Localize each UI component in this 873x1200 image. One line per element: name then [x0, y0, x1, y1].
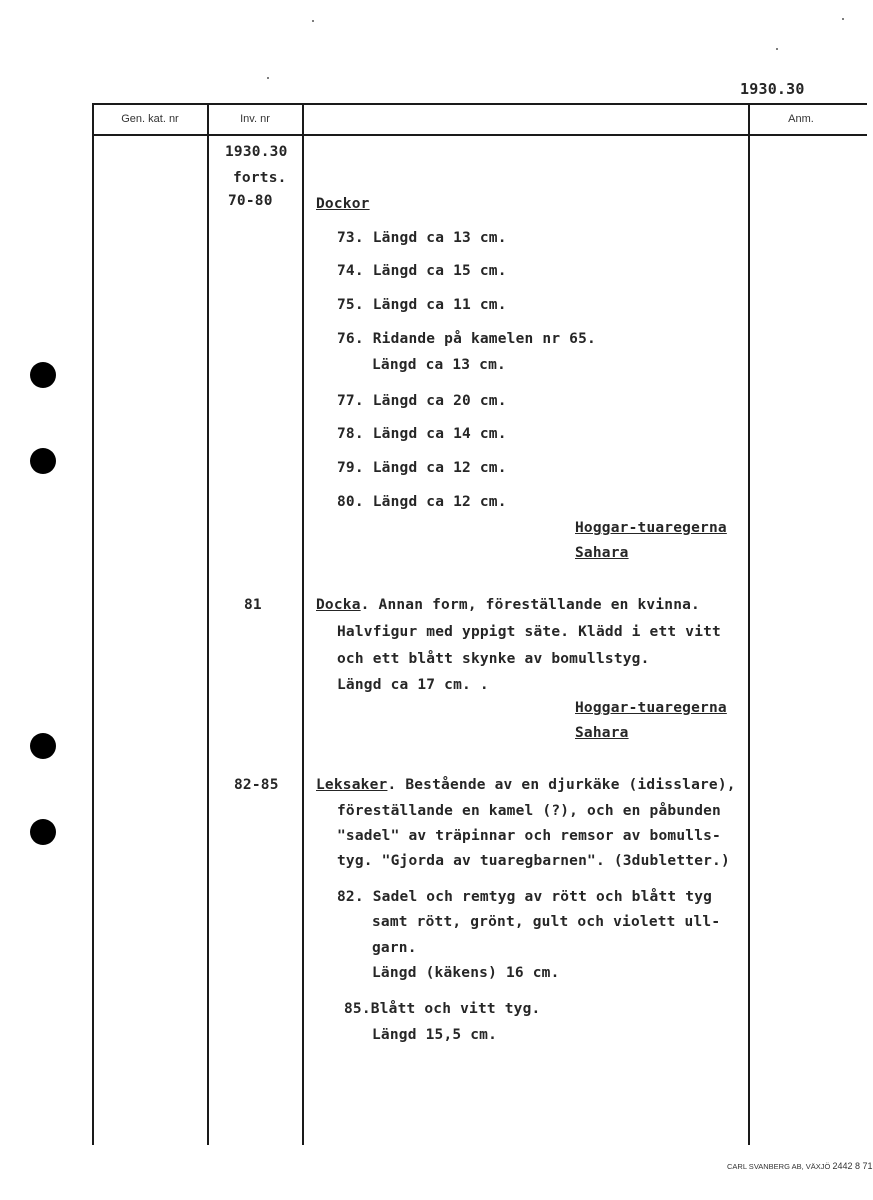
inv-number: 70-80	[228, 193, 273, 209]
leksaker-line: "sadel" av träpinnar och remsor av bomulls-	[337, 828, 721, 844]
heading-dockor: Dockor	[316, 196, 370, 212]
page-number: 1930.30	[740, 80, 805, 98]
inv-number: forts.	[233, 170, 287, 186]
header-inv-nr: Inv. nr	[240, 113, 270, 125]
origin-people: Hoggar-tuaregerna	[575, 700, 727, 716]
item-line: 79. Längd ca 12 cm.	[337, 460, 507, 476]
col-divider-3	[748, 103, 750, 1145]
printer-name: CARL SVANBERG AB, VÄXJÖ	[727, 1162, 831, 1171]
item-line: 78. Längd ca 14 cm.	[337, 426, 507, 442]
punch-hole	[30, 733, 56, 759]
header-gen-kat: Gen. kat. nr	[121, 113, 179, 125]
leksaker-line: föreställande en kamel (?), och en påbunden	[337, 803, 721, 819]
leksaker-first-line	[316, 777, 736, 793]
docka-line: Längd ca 17 cm. .	[337, 677, 489, 693]
sub-item-line: 82. Sadel och remtyg av rött och blått tyg	[337, 889, 713, 905]
item-line: Längd ca 13 cm.	[372, 357, 506, 373]
item-line: 74. Längd ca 15 cm.	[337, 263, 507, 279]
origin-place: Sahara	[575, 545, 629, 561]
item-line: 76. Ridande på kamelen nr 65.	[337, 331, 596, 347]
speck	[312, 20, 314, 22]
leksaker-line: tyg. "Gjorda av tuaregbarnen". (3dubletter.)	[337, 853, 730, 869]
item-line: 80. Längd ca 12 cm.	[337, 494, 507, 510]
docka-line: Halvfigur med yppigt säte. Klädd i ett vitt	[337, 624, 721, 640]
origin-place: Sahara	[575, 725, 629, 741]
inv-number: 1930.30	[225, 144, 288, 160]
heading-docka: Docka	[316, 597, 361, 613]
printer-footer	[727, 1161, 873, 1171]
sub-item-line: 85.Blått och vitt tyg.	[344, 1001, 541, 1017]
sub-item-line: samt rött, grönt, gult och violett ull-	[372, 914, 721, 930]
punch-hole	[30, 448, 56, 474]
sub-item-line: garn.	[372, 940, 417, 956]
speck	[776, 48, 778, 50]
docka-first-line	[316, 597, 700, 613]
item-line: 77. Längd ca 20 cm.	[337, 393, 507, 409]
docka-line: . Annan form, föreställande en kvinna.	[360, 597, 700, 613]
origin-people: Hoggar-tuaregerna	[575, 520, 727, 536]
header-anm: Anm.	[788, 113, 814, 125]
item-line: 73. Längd ca 13 cm.	[337, 230, 507, 246]
sub-item-line: Längd 15,5 cm.	[372, 1027, 498, 1043]
left-border	[92, 103, 94, 1145]
punch-hole	[30, 362, 56, 388]
punch-hole	[30, 819, 56, 845]
speck	[842, 18, 844, 20]
col-divider-2	[302, 103, 304, 1145]
inv-number: 82-85	[234, 777, 279, 793]
speck	[267, 77, 269, 79]
heading-leksaker: Leksaker	[316, 777, 388, 793]
col-divider-1	[207, 103, 209, 1145]
item-line: 75. Längd ca 11 cm.	[337, 297, 507, 313]
sub-item-line: Längd (käkens) 16 cm.	[372, 965, 560, 981]
inv-number: 81	[244, 597, 262, 613]
docka-line: och ett blått skynke av bomullstyg.	[337, 651, 650, 667]
leksaker-line: . Bestående av en djurkäke (idisslare),	[387, 777, 736, 793]
form-number: 2442 8 71	[832, 1161, 873, 1171]
